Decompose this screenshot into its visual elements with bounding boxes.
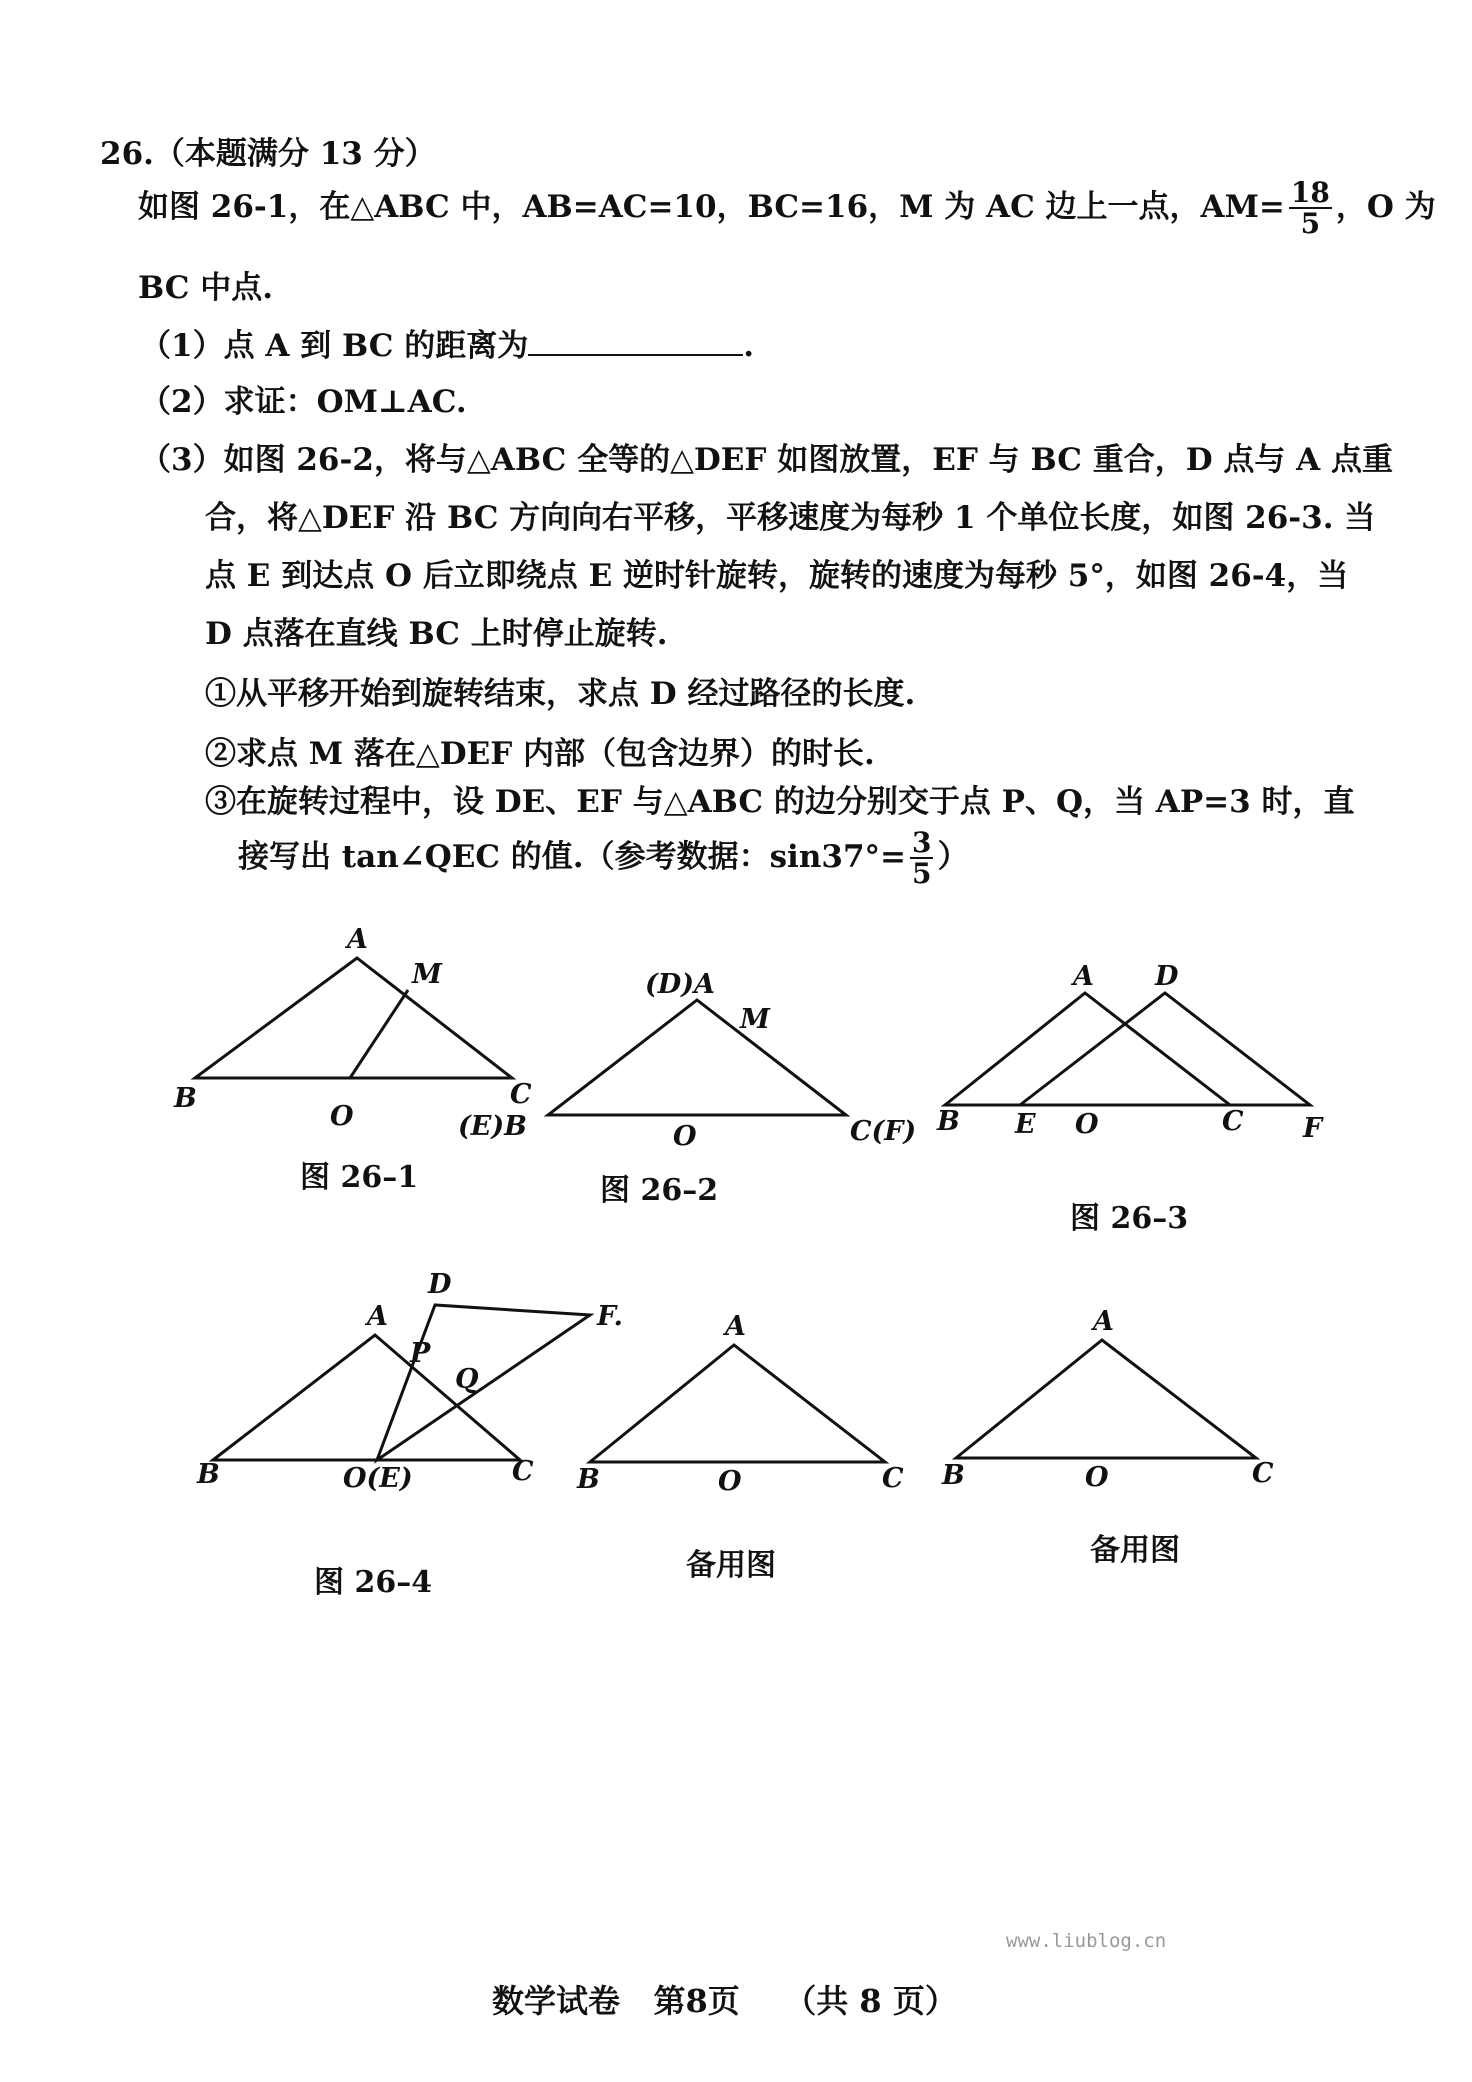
fig3-label-c: C (1222, 1106, 1244, 1137)
intro-line-2: BC 中点. (138, 270, 274, 306)
question-2: （2）求证：OM⊥AC. (140, 384, 467, 420)
fig2-label-cf: C(F) (850, 1116, 917, 1147)
fig1-label-b: B (174, 1083, 197, 1114)
spare2-triangle (956, 1340, 1256, 1458)
fig3-label-d: D (1155, 961, 1179, 992)
spare1-label-a: A (725, 1311, 746, 1342)
fig1-segment-om (350, 990, 408, 1078)
fig1-label-a: A (347, 924, 368, 955)
question-3-line-3: 点 E 到达点 O 后立即绕点 E 逆时针旋转，旋转的速度为每秒 5°，如图 26-4，当 (205, 558, 1349, 594)
fig1-label-c: C (510, 1079, 532, 1110)
spare1-label-c: C (882, 1463, 904, 1494)
fig3-label-f: F (1303, 1113, 1323, 1144)
fig2-label-da: (D)A (645, 969, 715, 1000)
sin-numerator: 3 (911, 826, 932, 859)
fig4-label-p: P (410, 1338, 431, 1369)
question-3-line-2: 合，将△DEF 沿 BC 方向向右平移，平移速度为每秒 1 个单位长度，如图 26-3. 当 (205, 500, 1376, 536)
sin-denominator: 5 (911, 857, 932, 891)
fig2-caption: 图 26–2 (600, 1173, 719, 1208)
fig3-label-b: B (937, 1106, 960, 1137)
sub-question-3-line-1: ③在旋转过程中，设 DE、EF 与△ABC 的边分别交于点 P、Q，当 AP=3 时，直 (205, 784, 1355, 820)
page-footer (492, 1976, 957, 2022)
fig4-label-oe: O(E) (343, 1463, 413, 1494)
sub-question-1: ①从平移开始到旋转结束，求点 D 经过路径的长度. (205, 676, 916, 712)
fig3-caption: 图 26–3 (1070, 1201, 1189, 1236)
q1-suffix: . (743, 328, 755, 364)
fig2-label-m: M (740, 1004, 770, 1035)
spare1-caption: 备用图 (686, 1548, 776, 1583)
fig4-triangle-def (377, 1305, 590, 1460)
fig2-label-eb: (E)B (458, 1111, 527, 1142)
fig4-label-a: A (367, 1301, 388, 1332)
watermark: www.liublog.cn (1006, 1930, 1167, 1952)
spare-figure-2 (956, 1340, 1256, 1458)
spare2-label-o: O (1085, 1462, 1109, 1493)
footer-subject: 数学试卷 (492, 1982, 621, 2020)
sub-question-2: ②求点 M 落在△DEF 内部（包含边界）的时长. (205, 736, 875, 772)
fig1-caption: 图 26–1 (300, 1160, 419, 1195)
fig1-label-m: M (412, 959, 442, 990)
spare2-caption: 备用图 (1090, 1533, 1180, 1568)
am-numerator: 18 (1290, 176, 1330, 209)
fig4-caption: 图 26–4 (314, 1565, 433, 1600)
spare1-label-b: B (577, 1464, 600, 1495)
fig4-label-d: D (428, 1269, 452, 1300)
fig3-label-o: O (1075, 1109, 1099, 1140)
figure-26-1 (195, 958, 512, 1078)
fig4-label-c: C (512, 1456, 534, 1487)
question-3-line-1: （3）如图 26-2，将与△ABC 全等的△DEF 如图放置，EF 与 BC 重合，D 点与 A 点重 (140, 442, 1393, 478)
intro-text-b: ，O 为 (1335, 188, 1436, 225)
spare2-label-a: A (1093, 1306, 1114, 1337)
figure-26-4 (213, 1305, 590, 1460)
footer-page: 第8页 (653, 1982, 740, 2020)
spare1-label-o: O (718, 1466, 742, 1497)
sub3-text-a: 接写出 tan∠QEC 的值.（参考数据：sin37°= (238, 838, 906, 875)
figure-26-2 (548, 1000, 846, 1115)
figure-26-3 (945, 993, 1310, 1105)
fig4-label-q: Q (455, 1364, 479, 1395)
spare1-triangle (590, 1345, 885, 1462)
spare-figure-1 (590, 1345, 885, 1462)
spare2-label-c: C (1252, 1458, 1274, 1489)
q1-prefix: （1）点 A 到 BC 的距离为 (140, 328, 529, 364)
fig3-label-e: E (1015, 1109, 1036, 1140)
fig2-label-o: O (673, 1121, 697, 1152)
fig1-label-o: O (330, 1101, 354, 1132)
sub3-text-b: ） (937, 838, 969, 875)
fig4-label-b: B (197, 1459, 220, 1490)
question-3-line-4: D 点落在直线 BC 上时停止旋转. (205, 616, 668, 652)
fig4-label-f: F. (597, 1301, 623, 1332)
fig1-triangle-abc (195, 958, 512, 1078)
fig2-triangle (548, 1000, 846, 1115)
fig3-label-a: A (1073, 961, 1094, 992)
fig4-triangle-abc (213, 1335, 520, 1460)
footer-total: （共 8 页） (784, 1982, 957, 2020)
problem-header: 26.（本题满分 13 分） (100, 136, 436, 172)
spare2-label-b: B (942, 1460, 965, 1491)
intro-text-a: 如图 26-1，在△ABC 中，AB=AC=10，BC=16，M 为 AC 边上一点，AM= (138, 188, 1285, 225)
am-denominator: 5 (1300, 207, 1321, 241)
